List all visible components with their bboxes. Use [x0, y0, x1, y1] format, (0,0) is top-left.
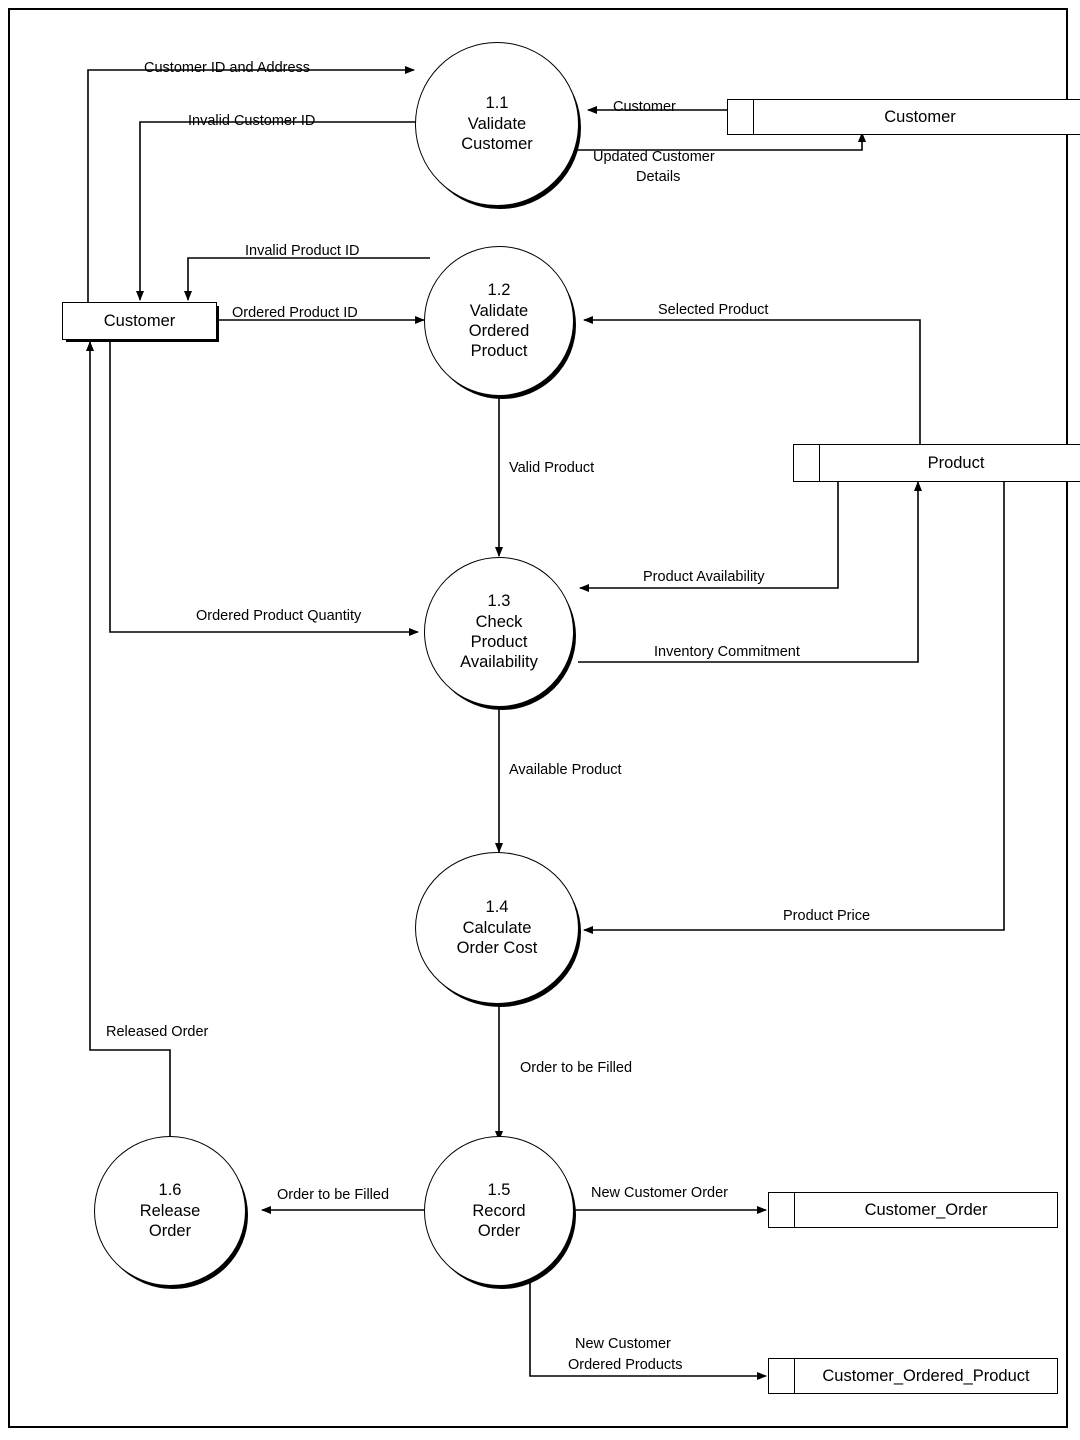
flow-label-ordered-product-quantity: Ordered Product Quantity	[196, 608, 362, 624]
flow-label-inventory-commitment: Inventory Commitment	[654, 644, 800, 660]
datastore-customer-ordered-product[interactable]	[768, 1358, 1058, 1394]
process-1-1-line2: Validate	[467, 114, 527, 133]
flow-label-product-price: Product Price	[783, 908, 871, 924]
flow-label-invalid-customer-id: Invalid Customer ID	[188, 113, 316, 129]
process-1-3-line4: Availability	[460, 653, 538, 672]
process-1-5-line2: Record	[472, 1201, 526, 1220]
flow-label-customer-id-and-address: Customer ID and Address	[144, 60, 311, 76]
process-1-3[interactable]	[424, 557, 574, 707]
flow-label-order-to-be-filled-1-5: Order to be Filled	[277, 1187, 390, 1203]
flow-label-invalid-product-id: Invalid Product ID	[245, 243, 360, 259]
process-1-6-line2: Release	[139, 1201, 201, 1220]
external-entity-customer[interactable]	[62, 302, 217, 340]
process-1-2-line4: Product	[470, 342, 528, 361]
process-1-2-id: 1.2	[487, 281, 511, 300]
process-1-5-id: 1.5	[487, 1181, 511, 1200]
datastore-product-label: Product	[927, 453, 985, 472]
process-1-5-line3: Order	[477, 1222, 521, 1241]
flow-label-ordered-product-id: Ordered Product ID	[232, 305, 358, 321]
datastore-customer-ordered-product-label: Customer_Ordered_Product	[822, 1366, 1030, 1385]
process-1-1[interactable]	[415, 42, 579, 206]
process-1-1-line3: Customer	[461, 135, 533, 154]
flow-label-customer: Customer	[613, 99, 676, 115]
datastore-customer-tag	[728, 100, 754, 134]
process-1-3-line3: Product	[470, 633, 528, 651]
flow-label-updated-customer-details: Details	[636, 169, 681, 185]
datastore-customer-ordered-product-tag	[769, 1359, 795, 1393]
flow-label-product-availability: Product Availability	[643, 569, 765, 585]
datastore-customer-order[interactable]	[768, 1192, 1058, 1228]
flow-label-order-to-be-filled-1-4: Order to be Filled	[520, 1060, 633, 1076]
flow-label-updated-customer: Updated Customer	[593, 149, 715, 165]
datastore-customer[interactable]	[727, 99, 1080, 135]
datastore-product-tag	[794, 445, 820, 481]
external-entity-customer-label: Customer	[103, 311, 176, 330]
datastore-customer-order-label: Customer_Order	[864, 1200, 988, 1219]
datastore-customer-order-tag	[769, 1193, 795, 1227]
flow-label-valid-product: Valid Product	[509, 460, 595, 476]
process-1-4-id: 1.4	[485, 898, 509, 917]
process-1-3-line2: Check	[475, 612, 523, 631]
flow-label-ordered-products: Ordered Products	[568, 1357, 683, 1373]
process-1-4-line2: Calculate	[462, 918, 532, 937]
flow-label-selected-product: Selected Product	[658, 302, 769, 318]
process-1-1-id: 1.1	[485, 94, 509, 113]
process-1-2-line3: Ordered	[468, 322, 530, 340]
process-1-6-id: 1.6	[158, 1181, 182, 1200]
datastore-customer-label: Customer	[884, 107, 956, 126]
flow-label-new-customer-order: New Customer Order	[591, 1185, 728, 1201]
process-1-2-line2: Validate	[469, 301, 529, 320]
process-1-3-id: 1.3	[487, 592, 511, 611]
flow-label-available-product: Available Product	[509, 762, 622, 778]
process-1-4-line3: Order Cost	[456, 939, 538, 958]
process-1-6-line3: Order	[148, 1222, 192, 1241]
flow-label-new-customer: New Customer	[575, 1336, 671, 1352]
datastore-product[interactable]	[793, 444, 1080, 482]
process-1-4[interactable]	[415, 852, 579, 1004]
flow-label-released-order: Released Order	[106, 1024, 209, 1040]
process-1-5[interactable]	[424, 1136, 574, 1286]
process-1-6[interactable]	[94, 1136, 246, 1286]
process-1-2[interactable]	[424, 246, 574, 396]
